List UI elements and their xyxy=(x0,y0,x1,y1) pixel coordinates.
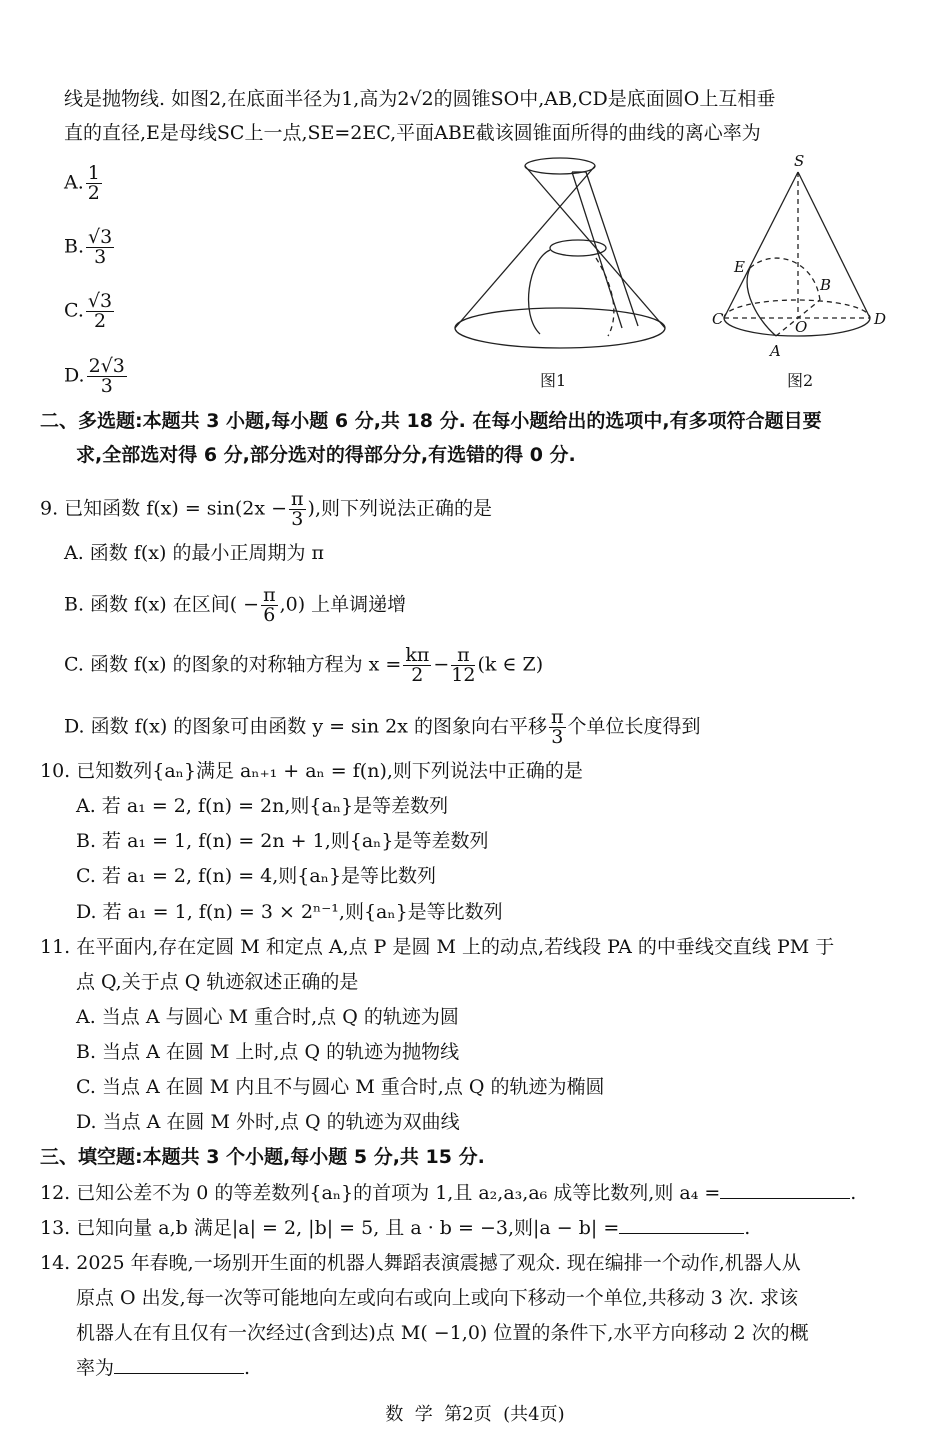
q9-option-b: B. 函数 f(x) 在区间( − $\frac{\pi}{6}$ ,0) 上单调递增 xyxy=(64,584,407,626)
fig2-label-e: E xyxy=(734,258,745,276)
fig2-label-c: C xyxy=(712,310,724,328)
q10-stem: 10. 已知数列{aₙ}满足 aₙ₊₁ + aₙ = f(n),则下列说法中正确的是 xyxy=(40,760,583,782)
fig2-label-d: D xyxy=(874,310,887,328)
q12-answer-blank xyxy=(720,1180,850,1199)
fig2-label-b: B xyxy=(820,276,832,294)
page-footer: 数 学 第2页 (共4页) xyxy=(385,1404,565,1425)
q12: 12. 已知公差不为 0 的等差数列{aₙ}的首项为 1,且 a₂,a₃,a₆ 成等比数列,则 a₄ = . xyxy=(40,1182,857,1204)
q11-option-d: D. 当点 A 在圆 M 外时,点 Q 的轨迹为双曲线 xyxy=(76,1111,460,1133)
q11-option-c: C. 当点 A 在圆 M 内且不与圆心 M 重合时,点 Q 的轨迹为椭圆 xyxy=(76,1076,605,1098)
section-2-heading-line-2: 求,全部选对得 6 分,部分选对的得部分分,有选错的得 0 分. xyxy=(76,444,576,466)
q14-line-1: 14. 2025 年春晚,一场别开生面的机器人舞蹈表演震撼了观众. 现在编排一个动作,机器人从 xyxy=(40,1252,801,1274)
q8-option-a: A. $\frac{1}{2}$ xyxy=(64,162,100,204)
q13: 13. 已知向量 a,b 满足|a| = 2, |b| = 5, 且 a · b = −3,则|a − b| = . xyxy=(40,1217,751,1239)
q14-line-3: 机器人在有且仅有一次经过(含到达)点 M( −1,0) 位置的条件下,水平方向移动 2 次的概 xyxy=(76,1322,809,1344)
q8-option-c: C. $\frac{√3}{2}$ xyxy=(64,290,113,332)
q10-option-c: C. 若 a₁ = 2, f(n) = 4,则{aₙ}是等比数列 xyxy=(76,865,437,887)
q14-answer-blank xyxy=(114,1355,244,1374)
q9-option-a: A. 函数 f(x) 的最小正周期为 π xyxy=(64,542,324,564)
fig2-label-o: O xyxy=(795,318,808,336)
q10-option-a: A. 若 a₁ = 2, f(n) = 2n,则{aₙ}是等差数列 xyxy=(76,795,449,817)
figure-2-caption: 图2 xyxy=(787,371,814,390)
figure-1-caption: 图1 xyxy=(540,371,567,390)
q14-line-2: 原点 O 出发,每一次等可能地向左或向右或向上或向下移动一个单位,共移动 3 次. 求该 xyxy=(76,1287,798,1309)
q11-option-b: B. 当点 A 在圆 M 上时,点 Q 的轨迹为抛物线 xyxy=(76,1041,460,1063)
section-2-heading-line-1: 二、多选题:本题共 3 小题,每小题 6 分,共 18 分. 在每小题给出的选项中,有多项符合题目要 xyxy=(40,410,822,432)
q11-option-a: A. 当点 A 与圆心 M 重合时,点 Q 的轨迹为圆 xyxy=(76,1006,459,1028)
q9-stem: 9. 已知函数 f(x) = sin(2x − $\frac{\pi}{3}$ ),则下列说法正确的是 xyxy=(40,488,492,530)
fig2-label-a: A xyxy=(770,342,781,360)
q8-line-1: 线是抛物线. 如图2,在底面半径为1,高为2√2的圆锥SO中,AB,CD是底面圆O上互相垂 xyxy=(64,88,776,110)
q10-option-d: D. 若 a₁ = 1, f(n) = 3 × 2ⁿ⁻¹,则{aₙ}是等比数列 xyxy=(76,901,503,923)
q14-line-4: 率为 . xyxy=(76,1357,251,1379)
q8-option-d: D. $\frac{2√3}{3}$ xyxy=(64,355,125,397)
q8-option-b: B. $\frac{√3}{3}$ xyxy=(64,226,113,268)
q8-line-2: 直的直径,E是母线SC上一点,SE=2EC,平面ABE截该圆锥面所得的曲线的离心率为 xyxy=(64,122,761,144)
q13-answer-blank xyxy=(619,1215,744,1234)
section-3-heading: 三、填空题:本题共 3 个小题,每小题 5 分,共 15 分. xyxy=(40,1146,485,1168)
q11-line-1: 11. 在平面内,存在定圆 M 和定点 A,点 P 是圆 M 上的动点,若线段 PA 的中垂线交直线 PM 于 xyxy=(40,936,835,958)
fig2-label-s: S xyxy=(794,152,805,170)
q9-option-d: D. 函数 f(x) 的图象可由函数 y = sin 2x 的图象向右平移 $\frac{\pi}{3}$ 个单位长度得到 xyxy=(64,706,701,748)
q9-option-c: C. 函数 f(x) 的图象的对称轴方程为 x = $\frac{k\pi}{2}$ − $\frac{\pi}{12}$ (k ∈ Z) xyxy=(64,644,544,686)
q10-option-b: B. 若 a₁ = 1, f(n) = 2n + 1,则{aₙ}是等差数列 xyxy=(76,830,489,852)
figure-1-double-cone xyxy=(440,150,670,365)
q11-line-2: 点 Q,关于点 Q 轨迹叙述正确的是 xyxy=(76,971,359,993)
